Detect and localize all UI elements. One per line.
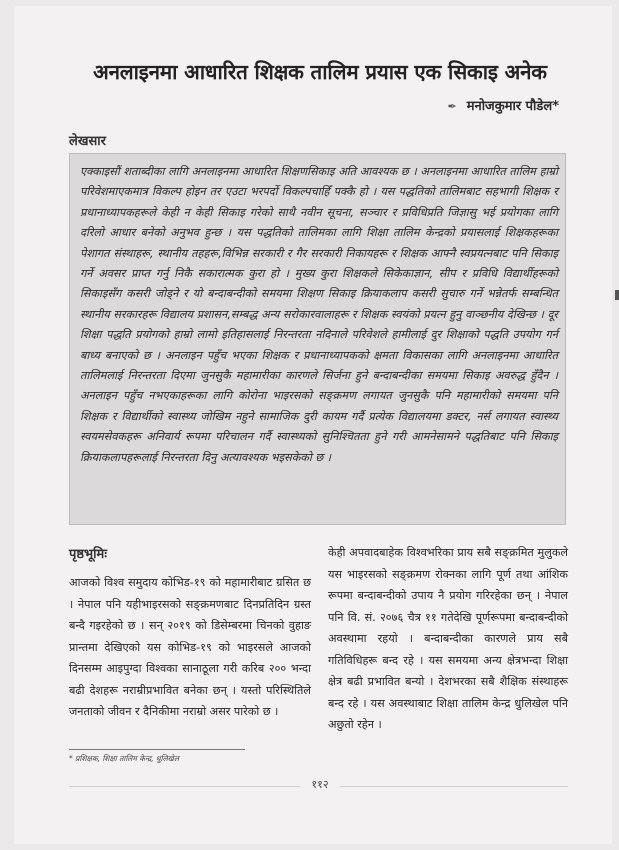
article-title: अनलाइनमा आधारित शिक्षक तालिम प्रयास एक सिकाइ अनेक (93, 60, 547, 84)
abstract-heading: लेखसार (69, 134, 106, 149)
abstract-text: एक्काइसौं शताब्दीका लागि अनलाइनमा आधारित शिक्षणसिकाइ अति आवश्यक छ । अनलाइनमा आधारित तालिम हाम्रो परिवेशमाएकमात्र विकल्प होइन तर एउटा भरपर्दो विकल्पचाहिँ पक्कै हो । यस पद्धतिको तालिमबाट सहभागी शिक्षक र प्रधानाध्यापकहरूले केही न केही सिकाइ गरेको साथै नवीन सूचना, सञ्चार र प्रविधिप्रति जिज्ञासु भई प्रयोगका लागि दरिलो आधार बनेको अनुभव हुन्छ । यस पद्धतिको तालिमका लागि शिक्षा तालिम केन्द्रको प्रयासलाई शिक्षकहरूका पेशागत संस्थाहरू, स्थानीय तहहरू,विभिन्न सरकारी र गैर सरकारी निकायहरू र शिक्षक आफ्नै स्वप्रयत्नबाट पनि सिकाइ गर्ने अवसर प्राप्त गर्नु निकै सकारात्मक कुरा हो । मुख्य कुरा शिक्षकले सिकेकाज्ञान, सीप र प्रविधि विद्यार्थीहरूको सिकाइसँग कसरी जोड्ने र यो बन्दाबन्दीको समयमा शिक्षण सिकाइ क्रियाकलाप कसरी सुचारु गर्ने भन्नेतर्फ सम्बन्धित स्थानीय सरकारहरू विद्यालय प्रशासन,सम्बद्ध अन्य सरोकारवालाहरू र शिक्षक स्वयंको प्रयत्न हुनु वाञ्छनीय देखिन्छ । दूर शिक्षा पद्धति प्रयोगको हाम्रो लामो इतिहासलाई निरन्तरता नदिनाले परिवेशले हामीलाई दुर शिक्षाको पद्धति उपयोग गर्न बाध्य बनाएको छ । अनलाइन पहुँच भएका शिक्षक र प्रधानाध्यापकको क्षमता विकासका लागि अनलाइनमा आधारित तालिमलाई निरन्तरता दिएमा जुनसुकै महामारीका कारणले सिर्जना हुने बन्दाबन्दीका समयमा सिकाइ अवरुद्ध हुँदैन । अनलाइन पहुँच नभएकाहरूका लागि कोरोना भाइरसको सङ्क्रमण लगायत जुनसुकै पनि महामारीको समयमा पनि शिक्षक र विद्यार्थीको स्वास्थ्य जोखिम नहुने सामाजिक दुरी कायम गर्दै प्रत्येक विद्यालयमा डक्टर, नर्स लगायत स्वास्थ्य स्वयमसेवकहरू अनिवार्य रूपमा परिचालन गर्दै स्वास्थ्यको सुनिश्चितता हुने गरी आमनेसामने पद्धतिबाट पनि सिकाइ क्रियाकलापहरूलाई निरन्तरता दिनु अत्यावश्यक भइसकेको छ । (80, 165, 558, 464)
body-column-left: आजको विश्व समुदाय कोभिड-१९ को महामारीबाट ग्रसित छ । नेपाल पनि यहीभाइरसको सङ्क्रमणबाट दिनप्रतिदिन ग्रस्त बन्दै गइरहेको छ । सन् २०१९ को डिसेम्बरमा चिनको वुहाङ प्रान्तमा देखिएको यस कोभिड-१९ को भाइरसले आजको दिनसम्म आइपुग्दा विश्वका सानाठूला गरी करिब २०० भन्दा बढी देशहरू नराम्रीप्रभावित बनेका छन् । यस्तो परिस्थितिले जनताको जीवन र दैनिकीमा नराम्रो असर पारेको छ । (69, 576, 311, 718)
page-edge-mark (615, 290, 619, 300)
footnote: * प्रशिक्षक, शिक्षा तालिम केन्द्र, धुलिखेल (69, 754, 179, 763)
page-number: ११२ (300, 777, 340, 792)
body-column-right: केही अपवादबाहेक विश्वभरिका प्राय सबै सङ्क्रमित मुलुकले यस भाइरसको सङ्क्रमण रोक्नका लागि पूर्ण तथा आंशिक रूपमा बन्दाबन्दीको उपाय नै प्रयोग गरिरहेका छन् । नेपाल पनि वि. सं. २०७६ चैत्र ११ गतेदेखि पूर्णरूपमा बन्दाबन्दीको अवस्थामा रहयो । बन्दाबन्दीका कारणले प्राय सबै गतिविधिहरू बन्द रहे । यस समयमा अन्य क्षेत्रभन्दा शिक्षा क्षेत्र बढी प्रभावित बन्यो । देशभरका सबै शैक्षिक संस्थाहरू बन्द रहे । यस अवस्थाबाट शिक्षा तालिम केन्द्र धुलिखेल पनि अछुतो रहेन । (328, 546, 568, 731)
abstract-box (69, 153, 566, 525)
footnote-divider (69, 749, 245, 750)
author-name: मनोजकुमार पौडेल* (466, 99, 559, 114)
author-line (447, 96, 559, 114)
pen-nib-icon: ✒ (447, 100, 457, 113)
background-heading: पृष्ठभूमिः (69, 547, 107, 562)
